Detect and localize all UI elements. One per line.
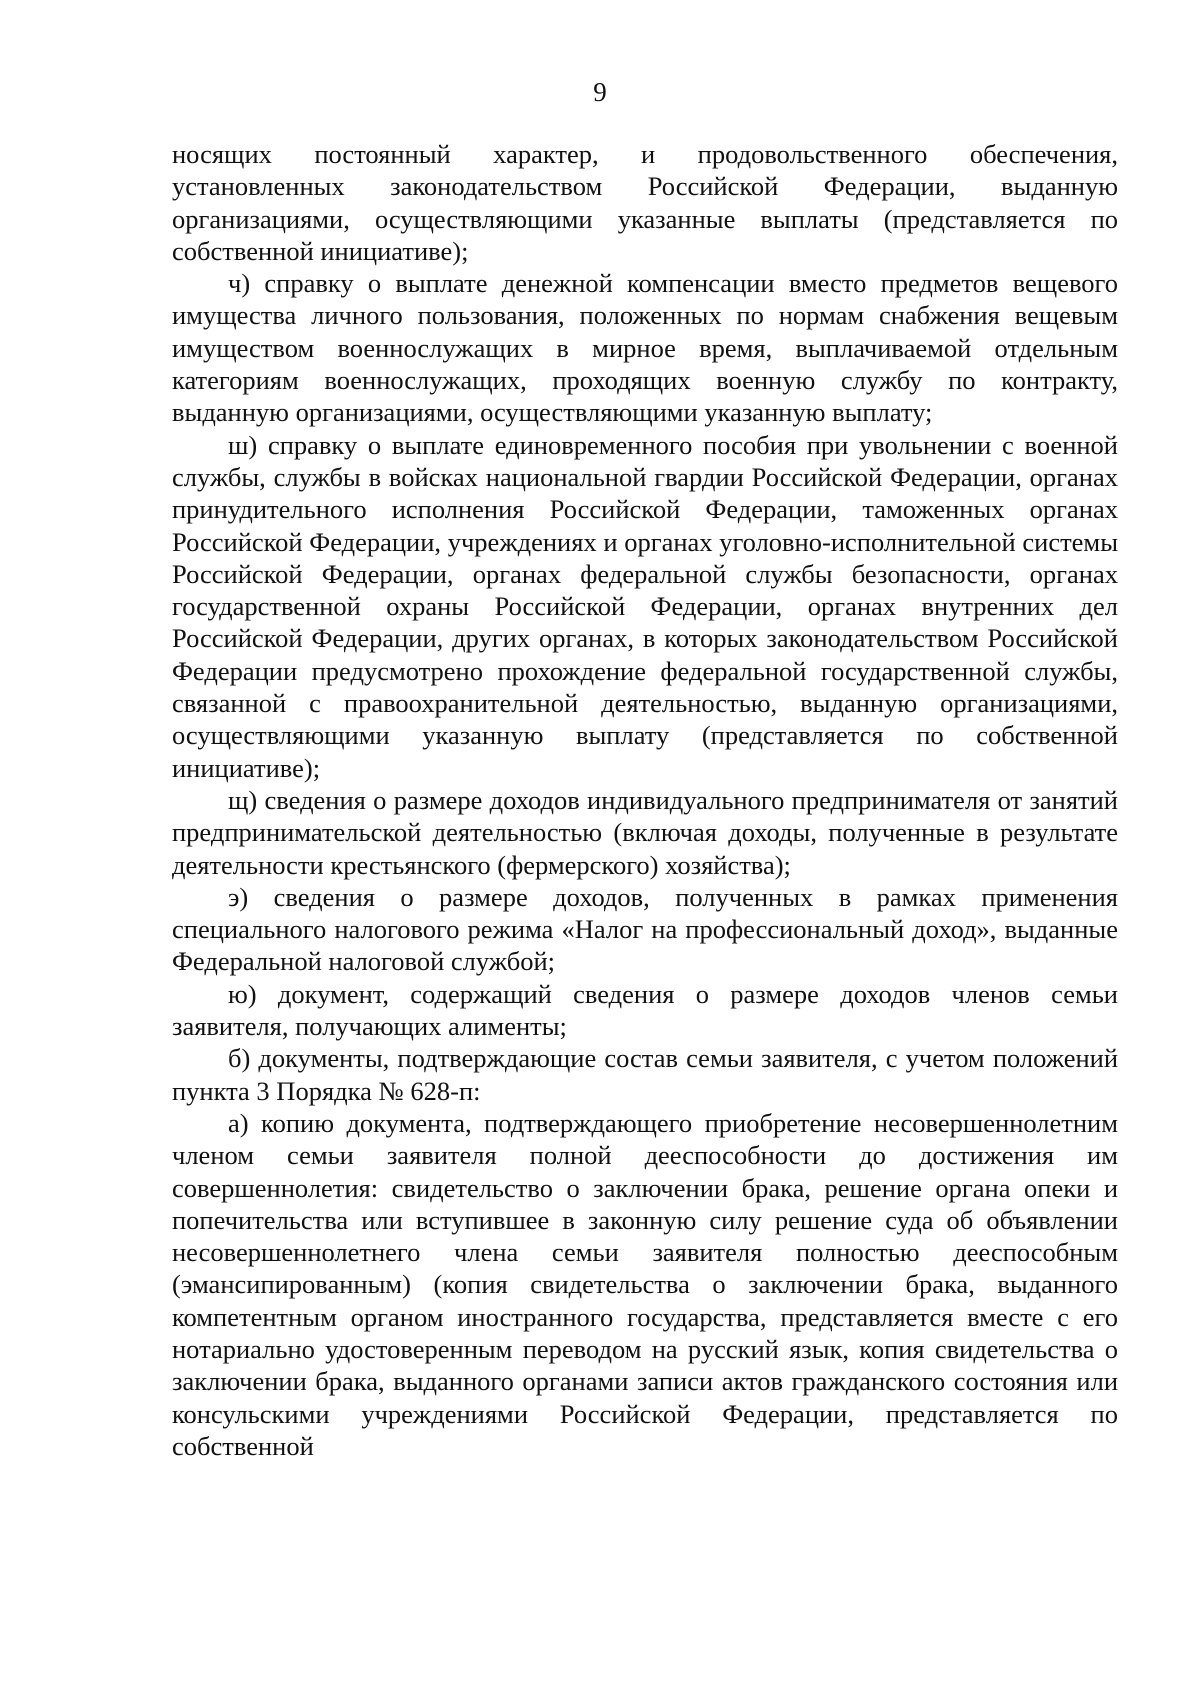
paragraph-item-b: б) документы, подтверждающие состав семьи заявителя, с учетом положений пункта 3 Порядка № 628-п: <box>172 1043 1118 1106</box>
paragraph-continuation: носящих постоянный характер, и продовольственного обеспечения, установленных законодательством Российской Федерации, выданную организациями, осуществляющими указанные выплаты (представляется по собственной инициативе); <box>172 139 1118 266</box>
paragraph-subitem-a: а) копию документа, подтверждающего приобретение несовершеннолетним членом семьи заявителя полной дееспособности до достижения им совершеннолетия: свидетельство о заключении брака, решение органа опеки и попечительства или вступившее в законную силу решение суда об объявлении несовершеннолетнего члена семьи заявителя полностью дееспособным (эмансипированным) (копия свидетельства о заключении брака, выданного компетентным органом иностранного государства, представляется вместе с его нотариально удостоверенным переводом на русский язык, копия свидетельства о заключении брака, выданного органами записи актов гражданского состояния или консульскими учреждениями Российской Федерации, представляется по собственной <box>172 1107 1118 1461</box>
paragraph-item-ch: ч) справку о выплате денежной компенсации вместо предметов вещевого имущества личного пользования, положенных по нормам снабжения вещевым имуществом военнослужащих в мирное время, выплачиваемой отдельным категориям военнослужащих, проходящих военную службу по контракту, выданную организациями, осуществляющими указанную выплату; <box>172 268 1118 428</box>
paragraph-item-shch: щ) сведения о размере доходов индивидуального предпринимателя от занятий предпринимательской деятельностью (включая доходы, полученные в результате деятельности крестьянского (фермерского) хозяйства); <box>172 784 1118 880</box>
page-number: 9 <box>593 77 607 107</box>
paragraph-item-yu: ю) документ, содержащий сведения о размере доходов членов семьи заявителя, получающих алименты; <box>172 978 1118 1042</box>
paragraph-item-sh: ш) справку о выплате единовременного пособия при увольнении с военной службы, службы в войсках национальной гвардии Российской Федерации, органах принудительного исполнения Российской Федерации, таможенных органах Российской Федерации, учреждениях и органах уголовно-исполнительной системы Российской Федерации, органах федеральной службы безопасности, органах государственной охраны Российской Федерации, органах внутренних дел Российской Федерации, других органах, в которых законодательством Российской Федерации предусмотрено прохождение федеральной государственной службы, связанной с правоохранительной деятельностью, выданную организациями, осуществляющими указанную выплату (представляется по собственной инициативе); <box>172 429 1118 783</box>
paragraph-item-e: э) сведения о размере доходов, полученных в рамках применения специального налогового режима «Налог на профессиональный доход», выданные Федеральной налоговой службой; <box>172 881 1118 977</box>
document-body <box>172 138 1118 1462</box>
